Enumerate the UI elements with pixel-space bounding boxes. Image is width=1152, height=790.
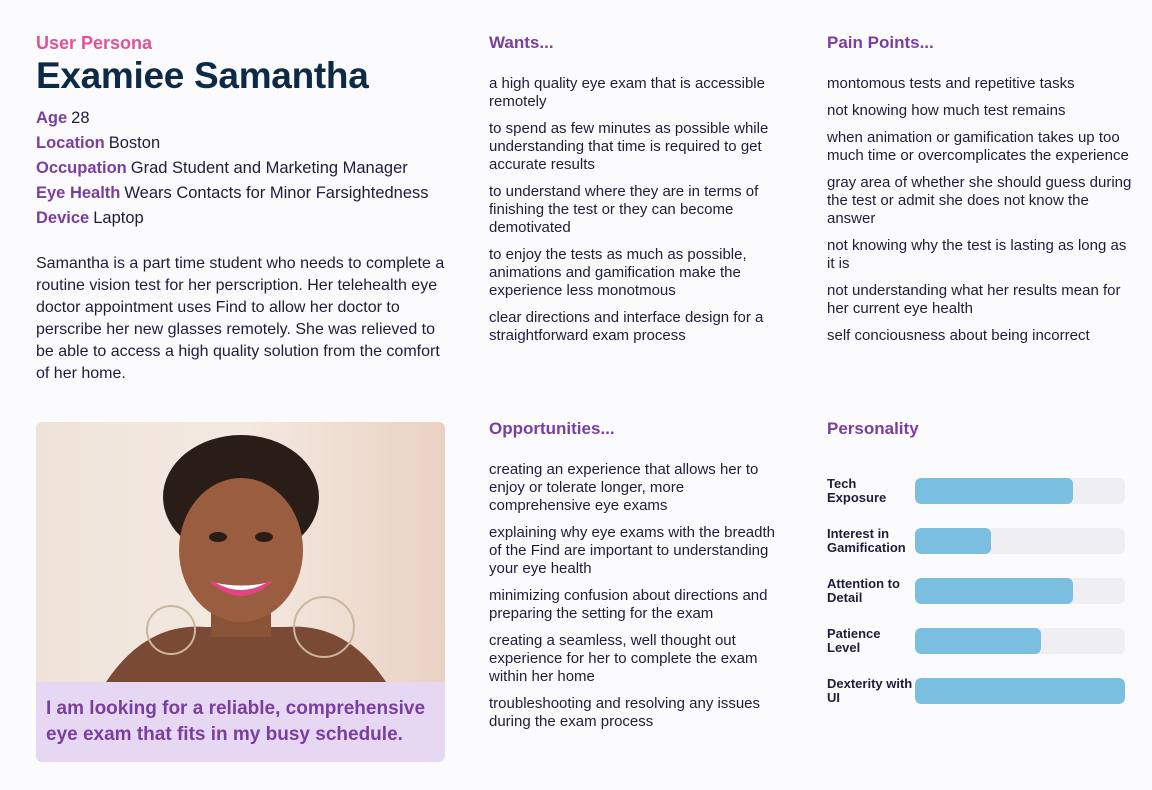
list-item: troubleshooting and resolving any issues during the exam process [489, 695, 761, 730]
trait-bar-fill [915, 628, 1041, 654]
list-item: not knowing why the test is lasting as long as it is [827, 237, 1127, 272]
persona-bio: Samantha is a part time student who needs to complete a routine vision test for her perscription. Her telehealth eye doctor appointment uses Find to allow her doctor to perscribe her new glasses remotely. She was relieved to be able to access a high quality solution from the comfort of her home. [36, 255, 445, 382]
trait-row [827, 616, 1127, 666]
pain-points-list [827, 75, 1132, 345]
list-item: to enjoy the tests as much as possible, animations and gamification make the experience less monotmous [489, 246, 747, 299]
list-item: clear directions and interface design for a straightforward exam process [489, 309, 764, 344]
fact-value: Grad Student and Marketing Manager [130, 159, 408, 177]
trait-label: Patience Level [827, 626, 881, 655]
trait-row [827, 466, 1127, 516]
list-item: to understand where they are in terms of finishing the test or they can become demotivated [489, 183, 759, 236]
trait-bar-track [915, 478, 1125, 504]
list-item: not knowing how much test remains [827, 102, 1066, 119]
fact-location [36, 131, 448, 156]
persona-name: Examiee Samantha [36, 55, 369, 96]
list-item: explaining why eye exams with the breadth of the Find are important to understanding your eye health [489, 524, 775, 577]
trait-bar-track [915, 628, 1125, 654]
fact-eye-health [36, 181, 448, 206]
persona-quote: I am looking for a reliable, comprehensive eye exam that fits in my busy schedule. [36, 682, 445, 762]
trait-bar-track [915, 678, 1125, 704]
trait-label: Tech Exposure [827, 476, 887, 505]
list-item: creating a seamless, well thought out experience for her to complete the exam within her home [489, 632, 758, 685]
persona-summary [36, 32, 448, 385]
list-item: a high quality eye exam that is accessible remotely [489, 75, 765, 110]
trait-label: Interest in Gamification [827, 526, 906, 555]
trait-bar-fill [915, 478, 1073, 504]
opportunities-section [489, 418, 789, 740]
trait-label: Dexterity with UI [827, 676, 913, 705]
trait-bar-track [915, 528, 1125, 554]
fact-key: Occupation [36, 159, 127, 177]
trait-row [827, 666, 1127, 716]
personality-traits [827, 466, 1127, 716]
trait-bar-fill [915, 678, 1125, 704]
list-item: not understanding what her results mean for her current eye health [827, 282, 1121, 317]
fact-key: Device [36, 209, 90, 227]
trait-label: Attention to Detail [827, 576, 900, 605]
trait-bar-track [915, 578, 1125, 604]
trait-row [827, 566, 1127, 616]
trait-bar-fill [915, 578, 1073, 604]
fact-value: Boston [108, 134, 161, 152]
wants-list [489, 75, 789, 345]
persona-eyebrow: User Persona [36, 33, 153, 53]
portrait-photo [36, 422, 445, 682]
list-item: gray area of whether she should guess during the test or admit she does not know the answer [827, 174, 1132, 227]
fact-key: Location [36, 134, 105, 152]
list-item: when animation or gamification takes up too much time or overcomplicates the experience [827, 129, 1129, 164]
personality-title: Personality [827, 419, 919, 438]
personality-section [827, 418, 1127, 716]
wants-section [489, 32, 789, 354]
opportunities-list [489, 461, 789, 731]
fact-value: Laptop [93, 209, 144, 227]
pain-points-section [827, 32, 1132, 354]
trait-bar-fill [915, 528, 991, 554]
persona-photo-card [36, 422, 445, 762]
trait-row [827, 516, 1127, 566]
opportunities-title: Opportunities... [489, 419, 615, 438]
fact-value: Wears Contacts for Minor Farsightedness [124, 184, 429, 202]
list-item: creating an experience that allows her to enjoy or tolerate longer, more comprehensive eye exams [489, 461, 759, 514]
list-item: self conciousness about being incorrect [827, 327, 1090, 344]
fact-age [36, 106, 448, 131]
fact-key: Eye Health [36, 184, 121, 202]
pain-points-title: Pain Points... [827, 33, 934, 52]
list-item: minimizing confusion about directions and preparing the setting for the exam [489, 587, 768, 622]
fact-occupation [36, 156, 448, 181]
fact-key: Age [36, 109, 68, 127]
fact-value: 28 [71, 109, 90, 127]
fact-device [36, 206, 448, 231]
persona-facts [36, 106, 448, 231]
list-item: montomous tests and repetitive tasks [827, 75, 1075, 92]
wants-title: Wants... [489, 33, 554, 52]
list-item: to spend as few minutes as possible while understanding that time is required to get accurate results [489, 120, 769, 173]
